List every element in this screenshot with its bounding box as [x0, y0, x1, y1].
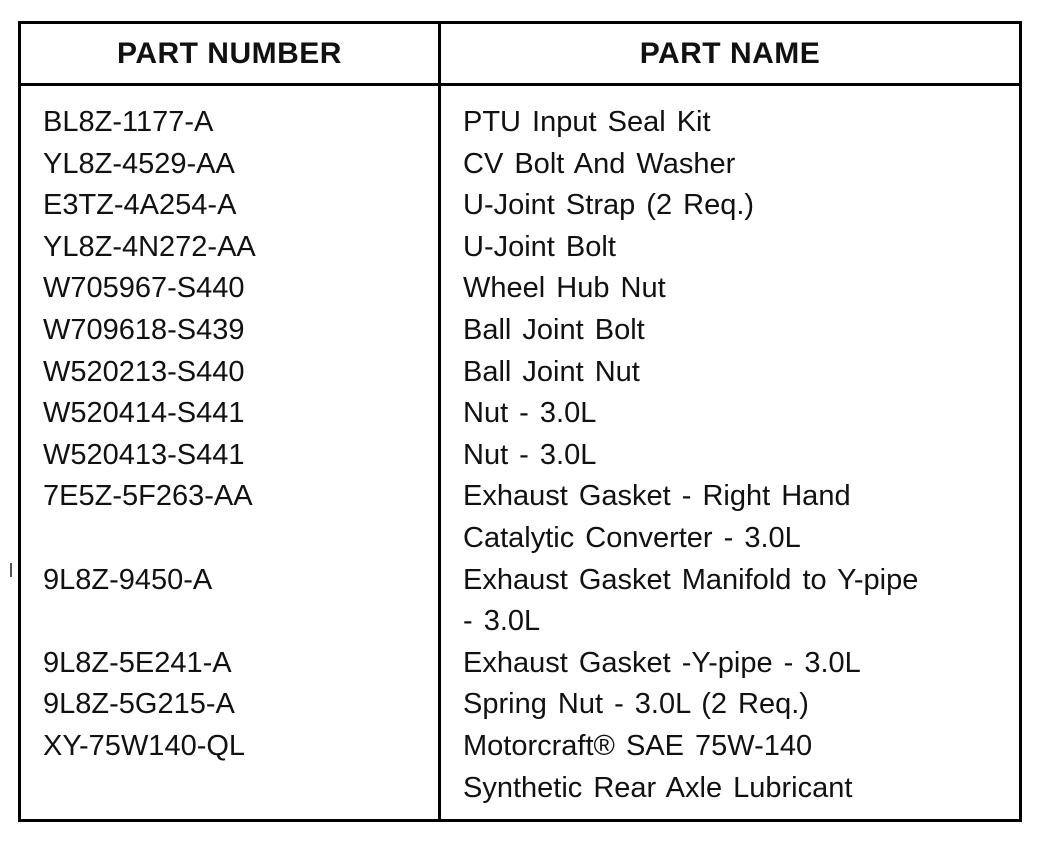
part-number-cell: W520413-S441: [43, 438, 245, 471]
table-row: [21, 227, 1019, 269]
table-row: [21, 560, 1019, 643]
part-number-cell: BL8Z-1177-A: [43, 106, 214, 138]
part-number-cell: YL8Z-4529-AA: [43, 147, 235, 180]
part-number-cell: XY-75W140-QL: [43, 729, 246, 762]
part-name-cell: [441, 726, 1019, 809]
part-number-cell: W705967-S440: [43, 272, 245, 305]
part-name-line: - 3.0L: [463, 605, 541, 638]
part-name-line: U-Joint Strap (2 Req.): [463, 189, 755, 222]
table-row: [21, 102, 1019, 144]
part-name-cell: [441, 393, 1019, 435]
part-name-line: PTU Input Seal Kit: [463, 106, 711, 138]
table-row: [21, 352, 1019, 394]
part-name-line: Nut - 3.0L: [463, 438, 597, 471]
part-name-line: Catalytic Converter - 3.0L: [463, 521, 801, 554]
table-body: [21, 102, 1019, 809]
part-name-line: Synthetic Rear Axle Lubricant: [463, 771, 853, 804]
part-name-cell: [441, 684, 1019, 726]
header-part-number: PART NUMBER: [117, 37, 342, 70]
part-name-line: CV Bolt And Washer: [463, 147, 736, 180]
table-row: [21, 684, 1019, 726]
table-row: [21, 310, 1019, 352]
part-name-cell: [441, 268, 1019, 310]
table-header-row: [21, 24, 1019, 86]
part-name-line: Motorcraft® SAE 75W-140: [463, 729, 813, 762]
part-number-cell: 9L8Z-5E241-A: [43, 646, 232, 679]
part-number-cell: 9L8Z-9450-A: [43, 563, 213, 596]
table-row: [21, 393, 1019, 435]
part-number-cell: 7E5Z-5F263-AA: [43, 480, 253, 513]
part-name-cell: [441, 643, 1019, 685]
part-number-cell: E3TZ-4A254-A: [43, 189, 237, 222]
part-name-cell: [441, 435, 1019, 477]
part-name-cell: [441, 352, 1019, 394]
part-name-line: Spring Nut - 3.0L (2 Req.): [463, 688, 809, 721]
header-part-name: PART NAME: [639, 37, 821, 70]
part-name-line: Ball Joint Bolt: [463, 313, 645, 346]
part-name-line: Exhaust Gasket - Right Hand: [463, 480, 851, 513]
part-number-cell: W709618-S439: [43, 313, 245, 346]
part-name-cell: [441, 227, 1019, 269]
part-number-cell: 9L8Z-5G215-A: [43, 688, 235, 721]
parts-table: [18, 21, 1022, 822]
part-name-line: Nut - 3.0L: [463, 397, 597, 430]
part-name-line: Ball Joint Nut: [463, 355, 640, 388]
part-number-cell: W520414-S441: [43, 397, 245, 430]
part-name-line: Exhaust Gasket Manifold to Y-pipe: [463, 563, 919, 596]
scan-artifact-mark: [10, 563, 12, 577]
table-row: [21, 268, 1019, 310]
part-number-cell: YL8Z-4N272-AA: [43, 230, 256, 263]
part-name-cell: [441, 310, 1019, 352]
table-row: [21, 144, 1019, 186]
table-row: [21, 643, 1019, 685]
part-name-cell: [441, 185, 1019, 227]
part-name-line: Wheel Hub Nut: [463, 272, 666, 305]
table-row: [21, 435, 1019, 477]
part-name-cell: [441, 144, 1019, 186]
part-name-cell: [441, 476, 1019, 559]
table-row: [21, 185, 1019, 227]
part-name-line: U-Joint Bolt: [463, 230, 616, 263]
part-name-line: Exhaust Gasket -Y-pipe - 3.0L: [463, 646, 861, 679]
part-number-cell: W520213-S440: [43, 355, 245, 388]
part-name-cell: [441, 560, 1019, 643]
part-name-cell: [441, 102, 1019, 144]
table-row: [21, 726, 1019, 809]
table-row: [21, 476, 1019, 559]
